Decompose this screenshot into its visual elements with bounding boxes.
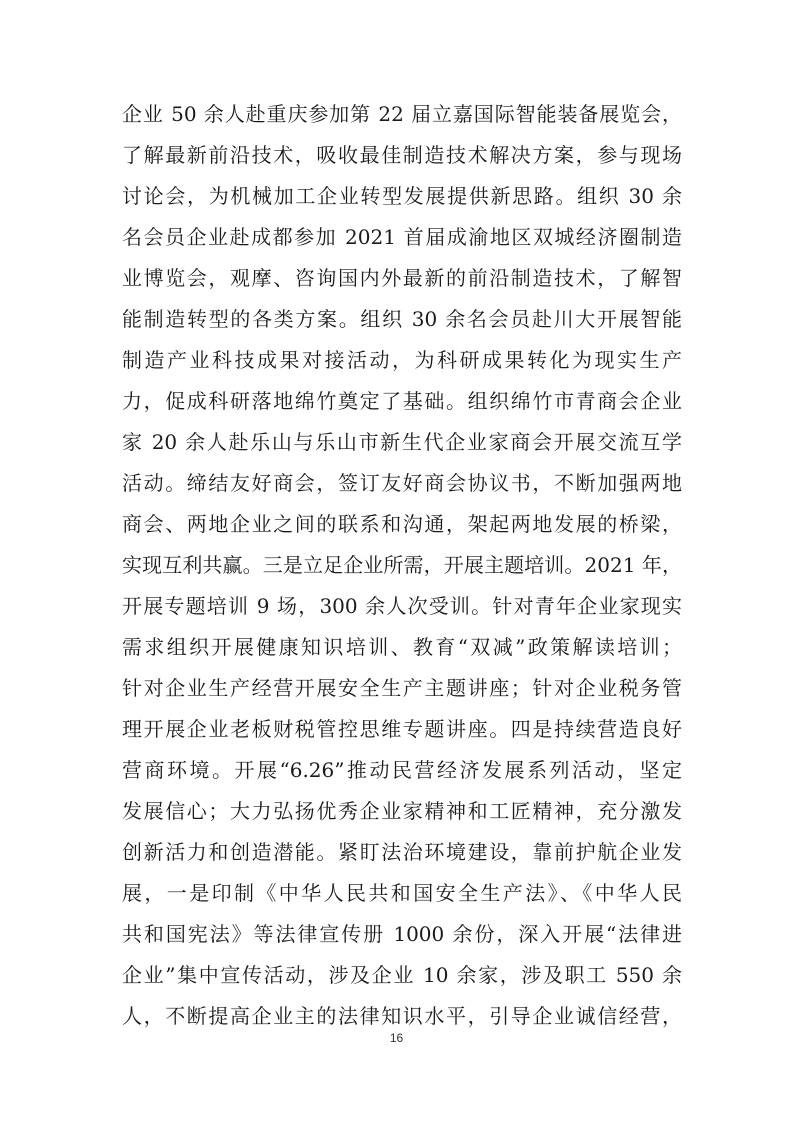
body-text <box>122 94 682 1037</box>
text-line: 家 20 余人赴乐山与乐山市新生代企业家商会开展交流互学 <box>122 430 682 454</box>
text-line: 了解最新前沿技术，吸收最佳制造技术解决方案，参与现场 <box>122 143 682 167</box>
text-line: 针对企业生产经营开展安全生产主题讲座；针对企业税务管 <box>122 676 682 700</box>
text-line: 发展信心；大力弘扬优秀企业家精神和工匠精神，充分激发 <box>122 799 682 823</box>
text-line: 名会员企业赴成都参加 2021 首届成渝地区双城经济圈制造 <box>122 225 682 249</box>
text-line: 营商环境。开展“6.26”推动民营经济发展系列活动，坚定 <box>122 758 682 782</box>
text-line: 开展专题培训 9 场，300 余人次受训。针对青年企业家现实 <box>122 594 682 618</box>
text-line: 需求组织开展健康知识培训、教育“双减”政策解读培训； <box>122 635 682 659</box>
text-line: 讨论会，为机械加工企业转型发展提供新思路。组织 30 余 <box>122 184 682 208</box>
text-line: 共和国宪法》等法律宣传册 1000 余份，深入开展“法律进 <box>122 922 682 946</box>
text-line: 展，一是印制《中华人民共和国安全生产法》、《中华人民 <box>122 881 682 905</box>
text-line: 创新活力和创造潜能。紧盯法治环境建设，靠前护航企业发 <box>122 840 682 864</box>
text-line: 企业 50 余人赴重庆参加第 22 届立嘉国际智能装备展览会， <box>122 102 682 126</box>
page-number: 16 <box>389 1031 404 1045</box>
text-line: 人，不断提高企业主的法律知识水平，引导企业诚信经营， <box>122 1004 682 1028</box>
text-line: 活动。缔结友好商会，签订友好商会协议书，不断加强两地 <box>122 471 682 495</box>
text-line: 企业”集中宣传活动，涉及企业 10 余家，涉及职工 550 余 <box>122 963 682 987</box>
text-line: 商会、两地企业之间的联系和沟通，架起两地发展的桥梁， <box>122 512 682 536</box>
text-line: 实现互利共赢。三是立足企业所需，开展主题培训。2021 年， <box>122 553 682 577</box>
text-line: 能制造转型的各类方案。组织 30 余名会员赴川大开展智能 <box>122 307 682 331</box>
text-line: 理开展企业老板财税管控思维专题讲座。四是持续营造良好 <box>122 717 682 741</box>
text-line: 力，促成科研落地绵竹奠定了基础。组织绵竹市青商会企业 <box>122 389 682 413</box>
text-line: 制造产业科技成果对接活动，为科研成果转化为现实生产 <box>122 348 682 372</box>
text-line: 业博览会，观摩、咨询国内外最新的前沿制造技术，了解智 <box>122 266 682 290</box>
